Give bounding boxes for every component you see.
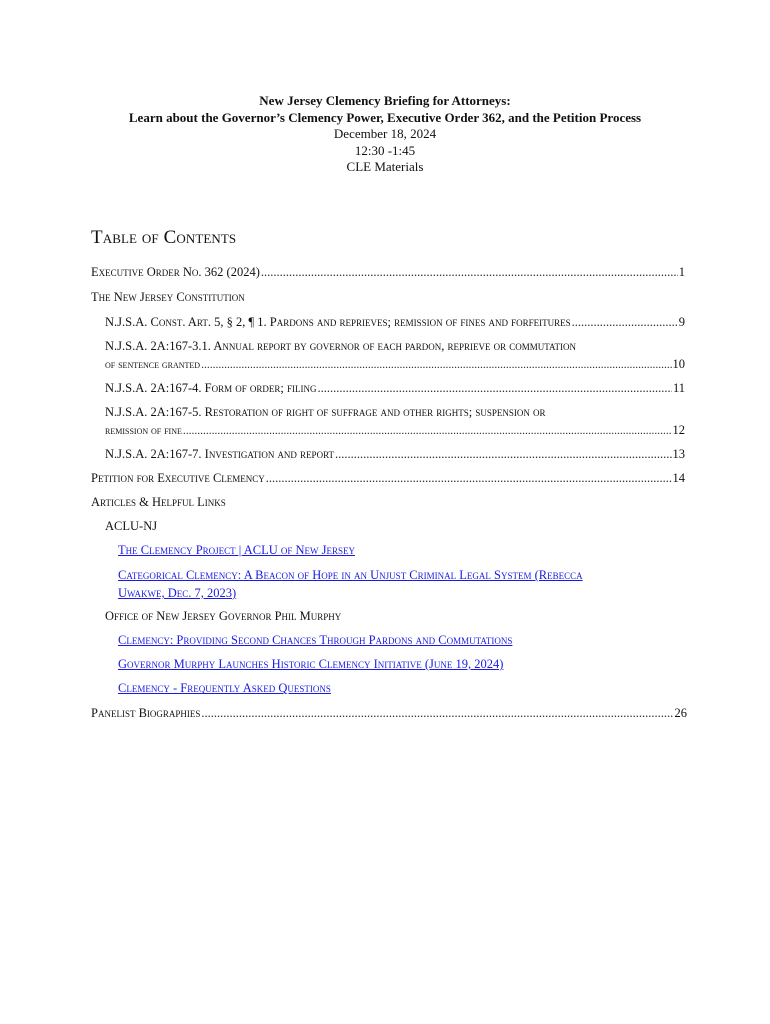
toc-entry-title: of sentence granted [105, 359, 201, 371]
toc-entry-title: Executive Order No. 362 (2024) [91, 265, 260, 279]
toc-entry-panelist[interactable] [91, 703, 687, 723]
link-categorical-clemency-line2[interactable]: Uwakwe, Dec. 7, 2023) [118, 586, 237, 600]
link-second-chances[interactable]: Clemency: Providing Second Chances Through Pardons and Commutations [118, 633, 513, 647]
header-title: New Jersey Clemency Briefing for Attorneys: [259, 93, 511, 108]
toc-entry-report-line1[interactable]: N.J.S.A. 2A:167-3.1. Annual report by governor of each pardon, reprieve or commutation [105, 339, 577, 353]
header-time: 12:30 -1:45 [354, 142, 416, 158]
header-date: December 18, 2024 [333, 126, 437, 141]
dot-leader [335, 444, 671, 464]
toc-page-number: 14 [672, 471, 685, 485]
document-header [0, 93, 770, 176]
dot-leader [572, 312, 678, 332]
dot-leader [183, 421, 672, 441]
toc-page-number: 1 [678, 265, 685, 279]
toc-entry-investigation[interactable] [105, 444, 685, 464]
dot-leader [266, 468, 672, 488]
link-clemency-faq[interactable]: Clemency - Frequently Asked Questions [118, 681, 331, 695]
toc-entry-title: remission of fine [105, 425, 182, 437]
toc-section-articles[interactable]: Articles & Helpful Links [91, 495, 226, 509]
link-clemency-project[interactable]: The Clemency Project | ACLU of New Jersey [118, 543, 356, 557]
toc-page-number: 26 [674, 706, 687, 720]
toc-section-constitution[interactable]: The New Jersey Constitution [91, 290, 245, 304]
dot-leader [261, 262, 678, 282]
toc-entry-title: N.J.S.A. 2A:167-4. Form of order; filing [105, 381, 317, 395]
toc-entry-form-of-order[interactable] [105, 378, 685, 398]
toc-page-number: 9 [678, 315, 685, 329]
toc-entry-title: N.J.S.A. 2A:167-7. Investigation and report [105, 447, 335, 461]
toc-entry-title: N.J.S.A. Const. Art. 5, § 2, ¶ 1. Pardons and reprieves; remission of fines and forfeitures [105, 315, 571, 329]
toc-entry-petition[interactable] [91, 468, 685, 488]
toc-page-number: 10 [672, 357, 685, 371]
toc-entry-restoration-line1[interactable]: N.J.S.A. 2A:167-5. Restoration of right of suffrage and other rights; suspension or [105, 405, 546, 419]
header-subtitle: Learn about the Governor’s Clemency Power, Executive Order 362, and the Petition Process [128, 109, 642, 125]
toc-entry-title: Petition for Executive Clemency [91, 471, 265, 485]
dot-leader [317, 378, 671, 398]
toc-entry-executive-order[interactable] [91, 262, 685, 282]
toc-entry-restoration[interactable] [105, 420, 685, 441]
header-cle-label: CLE Materials [346, 159, 424, 174]
link-clemency-initiative[interactable]: Governor Murphy Launches Historic Clemency Initiative (June 19, 2024) [118, 657, 504, 671]
toc-page-number: 13 [672, 447, 685, 461]
toc-subsection-governor: Office of New Jersey Governor Phil Murphy [105, 609, 342, 623]
toc-subsection-aclu: ACLU-NJ [105, 519, 158, 533]
toc-page-number: 11 [672, 381, 685, 395]
dot-leader [201, 703, 673, 723]
toc-heading: Table of Contents [91, 227, 237, 248]
toc-page-number: 12 [672, 423, 685, 437]
dot-leader [201, 355, 671, 375]
toc-entry-title: Panelist Biographies [91, 706, 201, 720]
toc-entry-const-art[interactable] [105, 312, 685, 332]
link-categorical-clemency-line1[interactable]: Categorical Clemency: A Beacon of Hope in an Unjust Criminal Legal System (Rebecca [118, 568, 583, 582]
toc-entry-report[interactable] [105, 354, 685, 375]
